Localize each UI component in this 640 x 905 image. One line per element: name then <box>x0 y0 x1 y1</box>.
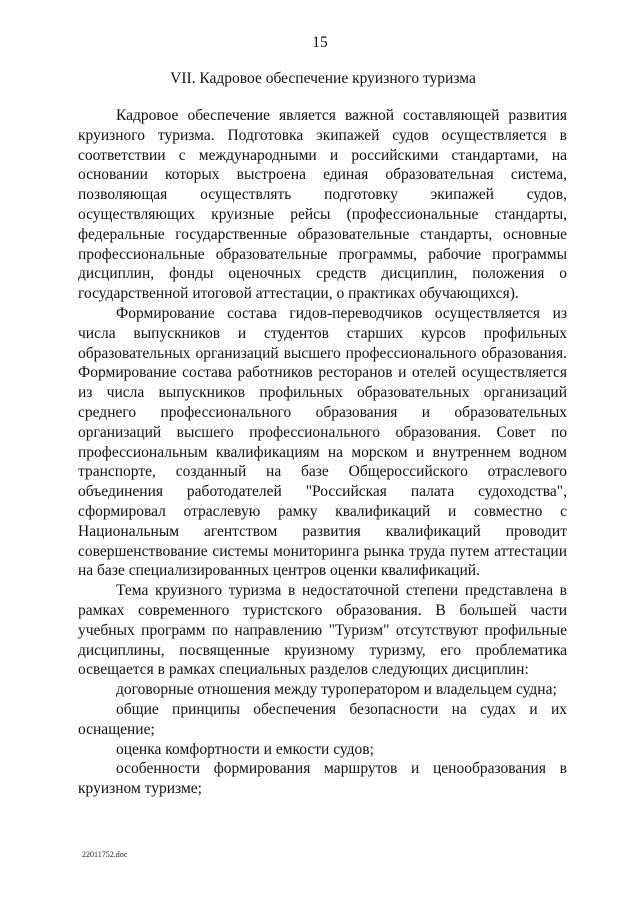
list-item: договорные отношения между туроператором и владельцем судна; <box>116 681 557 699</box>
paragraph: Кадровое обеспечение является важной составляющей развития круизного туризма. Подготовка экипажей судов осуществляется в соответствии с международными и российскими стандартами, на основании которых выстроена единая образовательная система, позволяющая осуществлять подготовку экипажей судов, осуществляющих круизные рейсы (профессиональные стандарты, федеральные государственные образовательные стандарты, основные профессиональные образовательные программы, рабочие программы дисциплин, фонды оценочных средств дисциплин, положения о государственной итоговой аттестации, о практиках обучающихся). <box>78 107 567 303</box>
paragraph: Тема круизного туризма в недостаточной степени представлена в рамках современного туристского образования. В большей части учебных программ по направлению "Туризм" отсутствуют профильные дисциплины, посвященные круизному туризму, его проблематика освещается в рамках специальных разделов следующих дисциплин: <box>78 582 567 679</box>
page-number: 15 <box>312 34 328 51</box>
paragraph: Формирование состава гидов-переводчиков осуществляется из числа выпускников и студентов старших курсов профильных образовательных организаций высшего профессионального образования. Формирование состава работников ресторанов и отелей осуществляется из числа выпускников профильных образовательных организаций среднего профессионального образования и образовательных организаций высшего профессионального образования. Совет по профессиональным квалификациям на морском и внутреннем водном транспорте, созданный на базе Общероссийского отраслевого объединения работодателей "Российская палата судоходства", сформировал отраслевую рамку квалификаций и совместно с Национальным агентством развития квалификаций проводит совершенствование системы мониторинга рынка труда путем аттестации на базе специализированных центров оценки квалификаций. <box>78 304 567 580</box>
list-item: особенности формирования маршрутов и ценообразования в круизном туризме; <box>78 760 567 798</box>
body-text <box>78 106 567 799</box>
list-item: оценка комфортности и емкости судов; <box>116 740 374 758</box>
list-item: общие принципы обеспечения безопасности на судах и их оснащение; <box>78 700 567 738</box>
section-heading: VII. Кадровое обеспечение круизного туризма <box>170 70 476 87</box>
file-name-footer: 22011752.doc <box>82 850 128 859</box>
